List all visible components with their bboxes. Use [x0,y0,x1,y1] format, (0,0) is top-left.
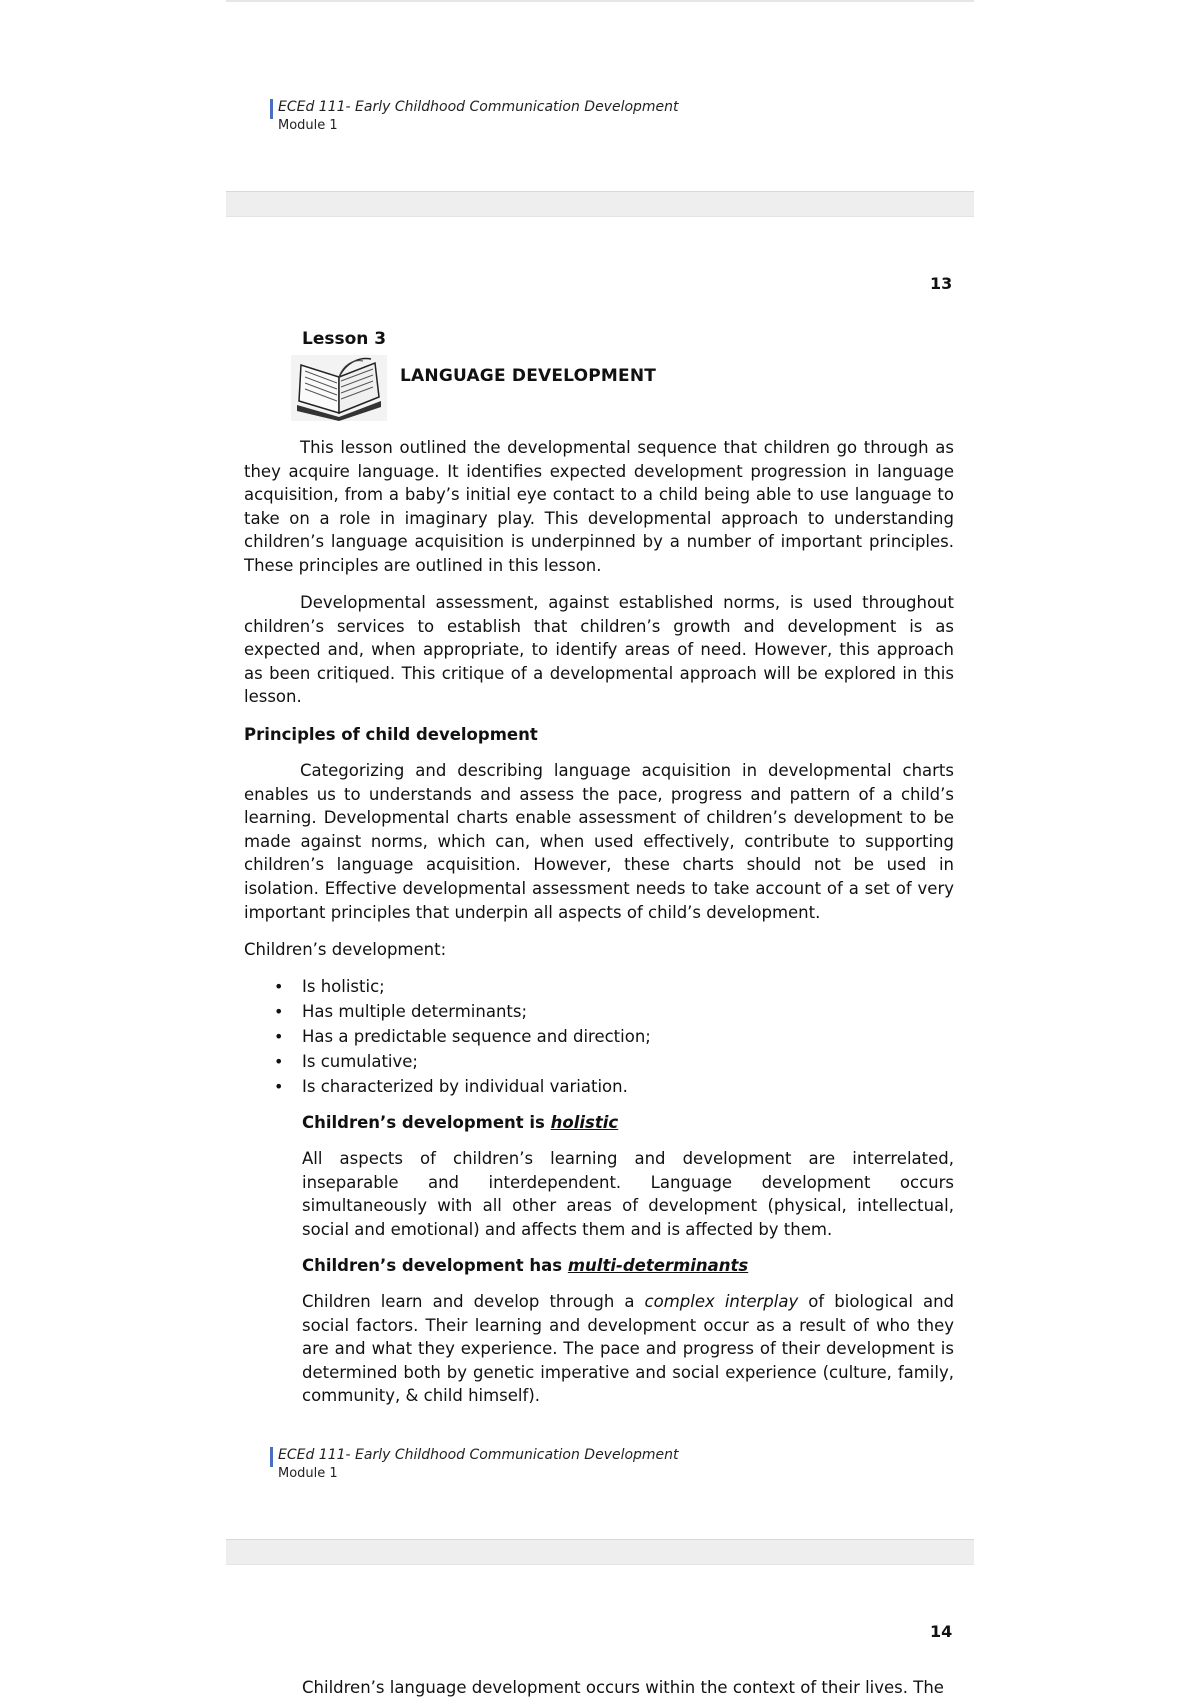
intro-paragraph-1: This lesson outlined the developmental sequence that children go through as they acquire language. It identifies expected development progression in language acquisition, from a baby’s initial eye contact to a child being able to use language to take on a role in imaginary play. This developmental approach to understanding children’s language acquisition is underpinned by a number of important principles. These principles are outlined in this lesson. [244,438,954,575]
lesson-title: LANGUAGE DEVELOPMENT [400,366,657,386]
principles-paragraph: Categorizing and describing language acquisition in developmental charts enables us to understands and assess the pace, progress and pattern of a child’s learning. Developmental charts enable assessment of children’s development to be made against norms, which can, when used effectively, contribute to supporting children’s language acquisition. However, these charts should not be used in isolation. Effective developmental assessment needs to take account of a set of very important principles that underpin all aspects of child’s development. [244,761,954,922]
page-separator [226,1539,974,1565]
list-item: • Is cumulative; [274,1052,418,1071]
page-number: 13 [930,274,953,293]
multi-determinants-heading: Children’s development has multi-determinants [302,1256,749,1275]
course-title: ECEd 111- Early Childhood Communication Development [278,1447,679,1463]
running-header-bottom [278,1445,679,1483]
page-separator [226,191,974,217]
multi-determinants-paragraph: Children learn and develop through a complex interplay of biological and social factors. Their learning and development occur as a result of who they are and what they experience. The pace and progress of their development is determined both by genetic imperative and social experience (culture, family, community, & child himself). [302,1292,955,1406]
module-label: Module 1 [278,118,338,133]
holistic-paragraph: All aspects of children’s learning and development are interrelated, inseparable and interdependent. Language development occurs simultaneously with all other areas of development (physical, intellectual, social and emotional) and affects them and is affected by them. [302,1149,954,1239]
holistic-heading: Children’s development is holistic [302,1113,619,1132]
list-item: • Is characterized by individual variation. [274,1077,628,1096]
principles-list [270,974,651,1099]
module-label: Module 1 [278,1466,338,1481]
list-item: • Has multiple determinants; [274,1002,528,1021]
intro-paragraph-2: Developmental assessment, against established norms, is used throughout children’s services to establish that children’s growth and development is as expected and, when appropriate, to identify areas of need. However, this approach as been critiqued. This critique of a developmental approach will be explored in this lesson. [244,593,954,707]
list-item: • Has a predictable sequence and direction; [274,1027,651,1046]
page-number: 14 [930,1622,953,1641]
open-book-icon [291,355,387,421]
page-top-edge [226,0,974,2]
header-accent-bar [270,1447,273,1467]
lesson-label: Lesson 3 [302,329,387,349]
running-header-top [278,97,679,135]
page-14-first-line: Children’s language development occurs within the context of their lives. The [302,1678,944,1697]
principles-heading: Principles of child development [244,725,538,744]
development-label: Children’s development: [244,940,447,959]
list-item: • Is holistic; [274,977,385,996]
course-title: ECEd 111- Early Childhood Communication Development [278,99,679,115]
header-accent-bar [270,99,273,119]
